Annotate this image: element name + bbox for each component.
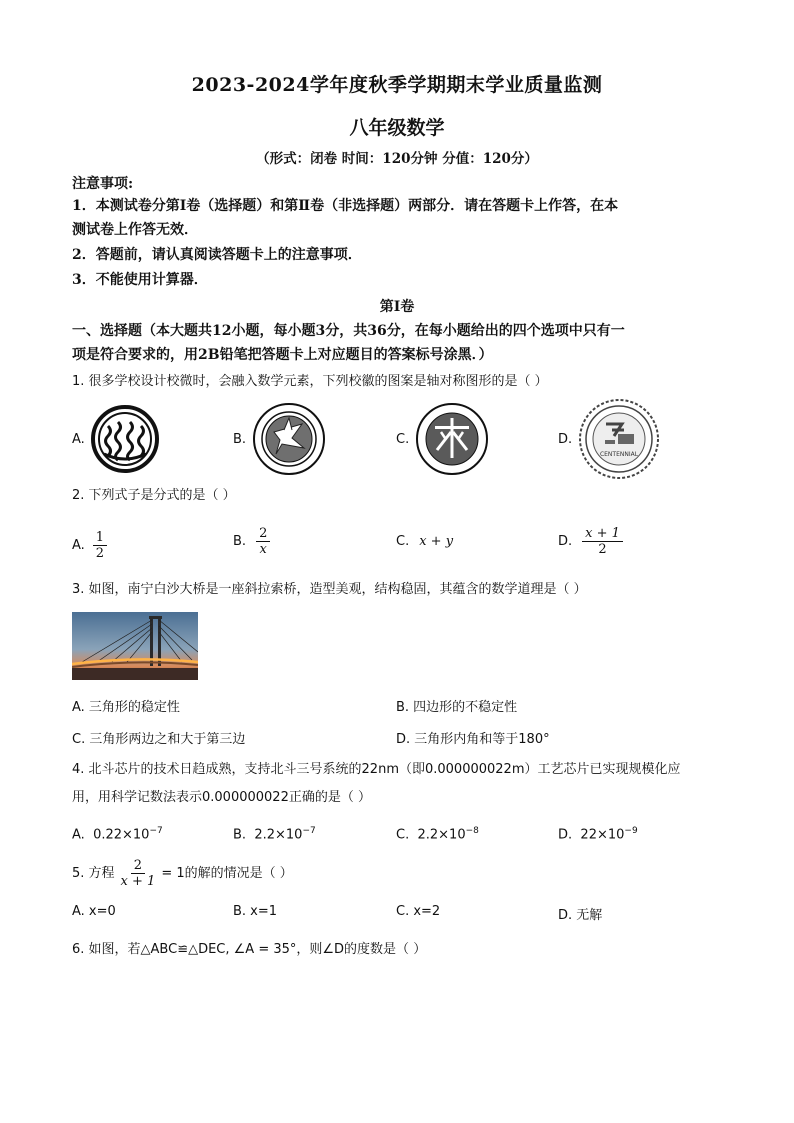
section-intro-line-2: 项是符合要求的，用2B铅笔把答题卡上对应题目的答案标号涂黑．） (72, 347, 493, 363)
q5-fraction: $\frac{2}{x + 1}$ (120, 858, 156, 889)
question-1-stem: 1. 很多学校设计校微时，会融入数学元素，下列校徽的图案是轴对称图形的是（ ） (72, 374, 548, 389)
q4-option-d: D. $22\times 10^{-9}$ (558, 826, 638, 843)
question-4-stem-line-1: 4. 北斗芯片的技术日趋成熟，支持北斗三号系统的22nm（即0.000000022m）工艺芯片已实现规模化应 (72, 762, 681, 777)
q1-option-b-label: B. (233, 432, 247, 447)
q2-option-c-expr: x + y (419, 534, 454, 549)
q2-option-c: C. x + y (396, 534, 454, 549)
q5-option-a: A. x=0 (72, 904, 116, 919)
exam-title: 2023-2024学年度秋季学期期末学业质量监测 (191, 74, 603, 96)
note-item-1-line-1: 1．本测试卷分第Ⅰ卷（选择题）和第Ⅱ卷（非选择题）两部分．请在答题卡上作答，在本 (72, 198, 619, 214)
q3-option-c: C. 三角形两边之和大于第三边 (72, 732, 246, 747)
exam-info: （形式：闭卷 时间：120分钟 分值：120分） (256, 151, 538, 167)
section-title: 第Ⅰ卷 (379, 299, 415, 315)
gear-emblem-text: CENTENNIAL (599, 451, 639, 458)
note-item-3: 3．不能使用计算器． (72, 272, 208, 288)
wave-emblem-icon (90, 404, 160, 474)
notes-heading: 注意事项: (72, 176, 134, 192)
note-item-2: 2．答题前，请认真阅读答题卡上的注意事项． (72, 247, 362, 263)
q2-option-a-fraction: $\frac{1}{2}$ (93, 530, 107, 561)
exam-subtitle: 八年级数学 (349, 117, 445, 139)
q4-option-a: A. $0.22\times 10^{-7}$ (72, 826, 163, 843)
q4-option-c: C. $2.2\times 10^{-8}$ (396, 826, 479, 843)
cable-stayed-bridge-photo (72, 612, 198, 680)
question-6-stem: 6. 如图，若△ABC≌△DEC, ∠A = 35°，则∠D的度数是（ ） (72, 942, 427, 957)
gear-emblem-icon (578, 398, 660, 480)
question-3-stem: 3. 如图，南宁白沙大桥是一座斜拉索桥，造型美观，结构稳固，其蕴含的数学道理是（ ） (72, 582, 587, 597)
note-item-1-line-2: 测试卷上作答无效． (72, 222, 198, 238)
tree-character-emblem-icon (415, 402, 489, 476)
q5-option-b: B. x=1 (233, 904, 278, 919)
bird-emblem-icon (252, 402, 326, 476)
q1-option-c-label: C. (396, 432, 410, 447)
question-2-stem: 2. 下列式子是分式的是（ ） (72, 488, 236, 503)
question-5-stem: 5. 方程 $\frac{2}{x + 1}$ = 1的解的情况是（ ） (72, 858, 293, 889)
q1-option-a-label: A. (72, 432, 85, 447)
q3-option-b: B. 四边形的不稳定性 (396, 700, 518, 715)
q3-option-a: A. 三角形的稳定性 (72, 700, 180, 715)
q5-option-d: D. 无解 (558, 908, 603, 923)
q2-option-b-fraction: $\frac{2}{x}$ (256, 526, 270, 557)
q2-option-d-fraction: $\frac{x + 1}{2}$ (582, 526, 623, 557)
q5-option-c: C. x=2 (396, 904, 441, 919)
question-4-stem-line-2: 用，用科学记数法表示0.000000022正确的是（ ） (72, 790, 371, 805)
q2-option-a: A. $\frac{1}{2}$ (72, 530, 107, 561)
section-intro-line-1: 一、选择题（本大题共12小题，每小题3分，共36分，在每小题给出的四个选项中只有一 (72, 323, 625, 339)
q2-option-b: B. $\frac{2}{x}$ (233, 526, 270, 557)
q4-option-b: B. $2.2\times 10^{-7}$ (233, 826, 316, 843)
q1-option-d-label: D. (558, 432, 573, 447)
q2-option-d: D. $\frac{x + 1}{2}$ (558, 526, 623, 557)
q3-option-d: D. 三角形内角和等于180° (396, 732, 550, 747)
